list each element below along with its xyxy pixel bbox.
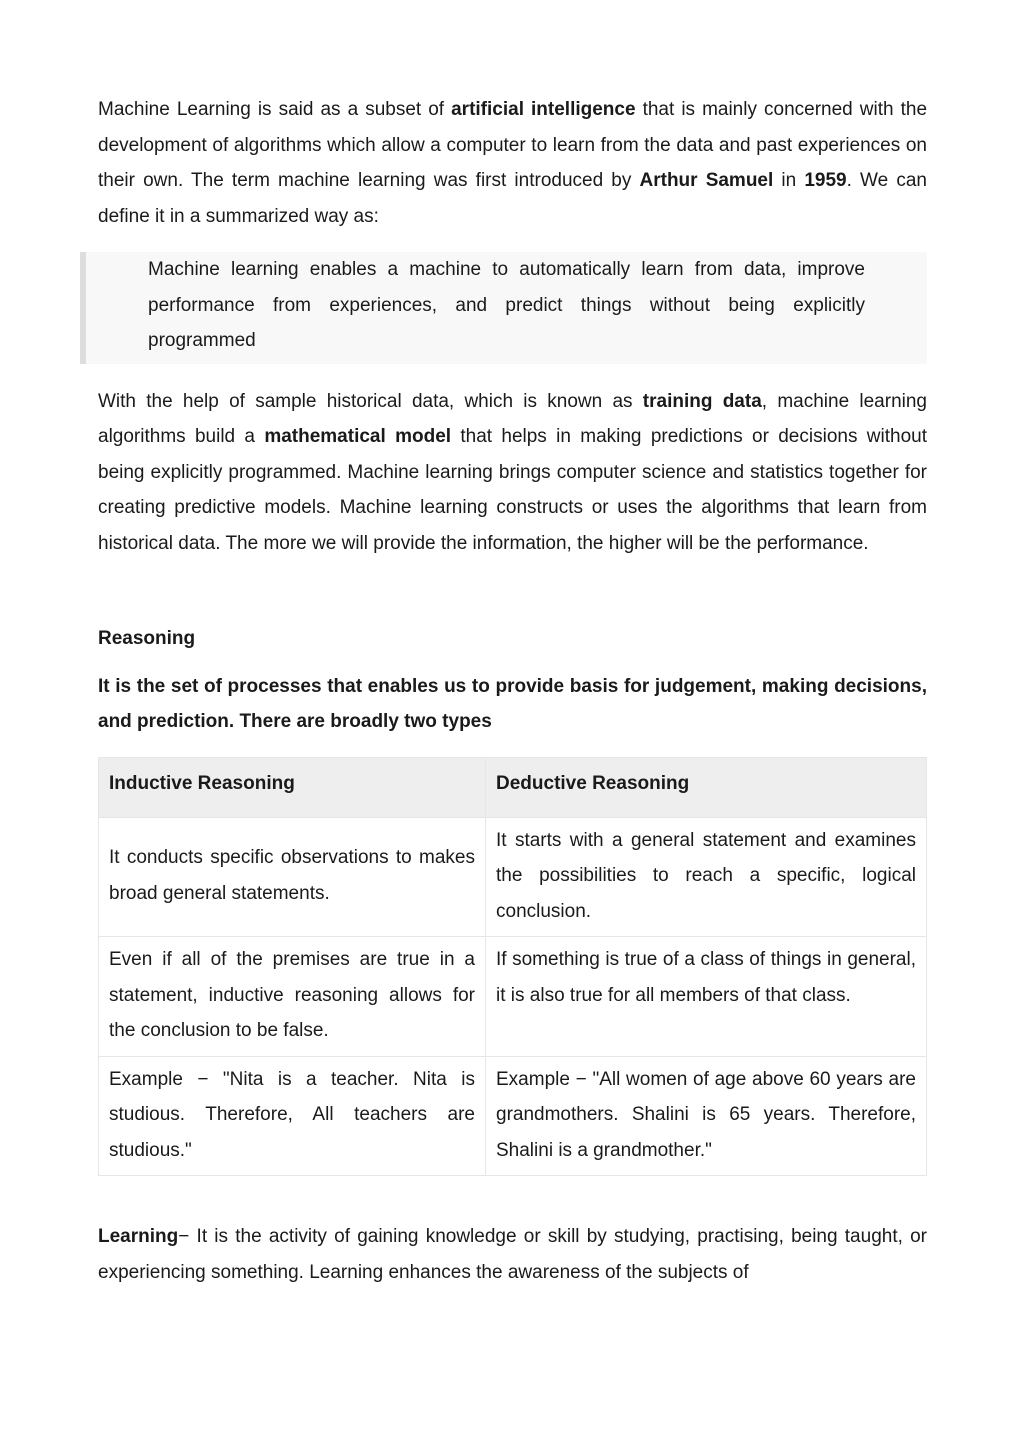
intro-text-4: . We can define it in a summarized way as: [98, 170, 927, 227]
table-cell: It conducts specific observations to makes broad general statements. [99, 817, 486, 937]
para2-text-2: , machine learning algorithms build a [98, 390, 927, 447]
table-row [99, 1056, 927, 1176]
header-inductive: Inductive Reasoning [99, 757, 486, 817]
table-cell: Example − "Nita is a teacher. Nita is studious. Therefore, All teachers are studious." [99, 1056, 486, 1176]
learning-paragraph [98, 1219, 927, 1290]
header-deductive: Deductive Reasoning [486, 757, 927, 817]
table-cell: It starts with a general statement and examines the possibilities to reach a specific, logical conclusion. [486, 817, 927, 937]
intro-bold-year: 1959 [804, 170, 847, 191]
para2-text-3: that helps in making predictions or decisions without being explicitly programmed. Machine learning brings computer science and statistics together for creating predictive models. Machine learning constructs or uses the algorithms that learn from historical data. The more we will provide the information, the higher will be the performance. [98, 426, 927, 554]
para2-bold-training-data: training data [642, 390, 762, 412]
intro-paragraph [98, 92, 927, 234]
learning-bold-term: Learning [98, 1226, 179, 1247]
table-cell: Example − "All women of age above 60 years are grandmothers. Shalini is 65 years. Therefore, Shalini is a grandmother." [486, 1056, 927, 1176]
learning-text: − It is the activity of gaining knowledge or skill by studying, practising, being taught, or experiencing something. Learning enhances the awareness of the subjects of [98, 1226, 927, 1283]
intro-text-3: in [773, 170, 805, 191]
table-header-row [99, 757, 927, 817]
table-row [99, 937, 927, 1057]
intro-bold-arthur-samuel: Arthur Samuel [639, 170, 774, 191]
blockquote-text: Machine learning enables a machine to automatically learn from data, improve performance from experiences, and predict things without being explicitly programmed [148, 259, 865, 351]
intro-text-1: Machine Learning is said as a subset of [98, 99, 452, 120]
intro-text-2: that is mainly concerned with the development of algorithms which allow a computer to learn from the data and past experiences on their own. The term machine learning was first introduced by [98, 99, 928, 191]
reasoning-definition: It is the set of processes that enables us to provide basis for judgement, making decisions, and prediction. There are broadly two types [98, 675, 927, 732]
table-cell: Even if all of the premises are true in a statement, inductive reasoning allows for the conclusion to be false. [99, 937, 486, 1057]
reasoning-comparison-table [98, 757, 927, 1177]
training-data-paragraph [98, 384, 927, 562]
table-row [99, 817, 927, 937]
intro-bold-ai: artificial intelligence [451, 99, 636, 120]
table-cell: If something is true of a class of things in general, it is also true for all members of that class. [486, 937, 927, 1057]
definition-blockquote [80, 252, 927, 364]
reasoning-heading: Reasoning [98, 628, 196, 649]
document-page [98, 92, 927, 1290]
para2-text-1: With the help of sample historical data, which is known as [98, 390, 643, 412]
para2-bold-mathematical-model: mathematical model [264, 426, 452, 447]
